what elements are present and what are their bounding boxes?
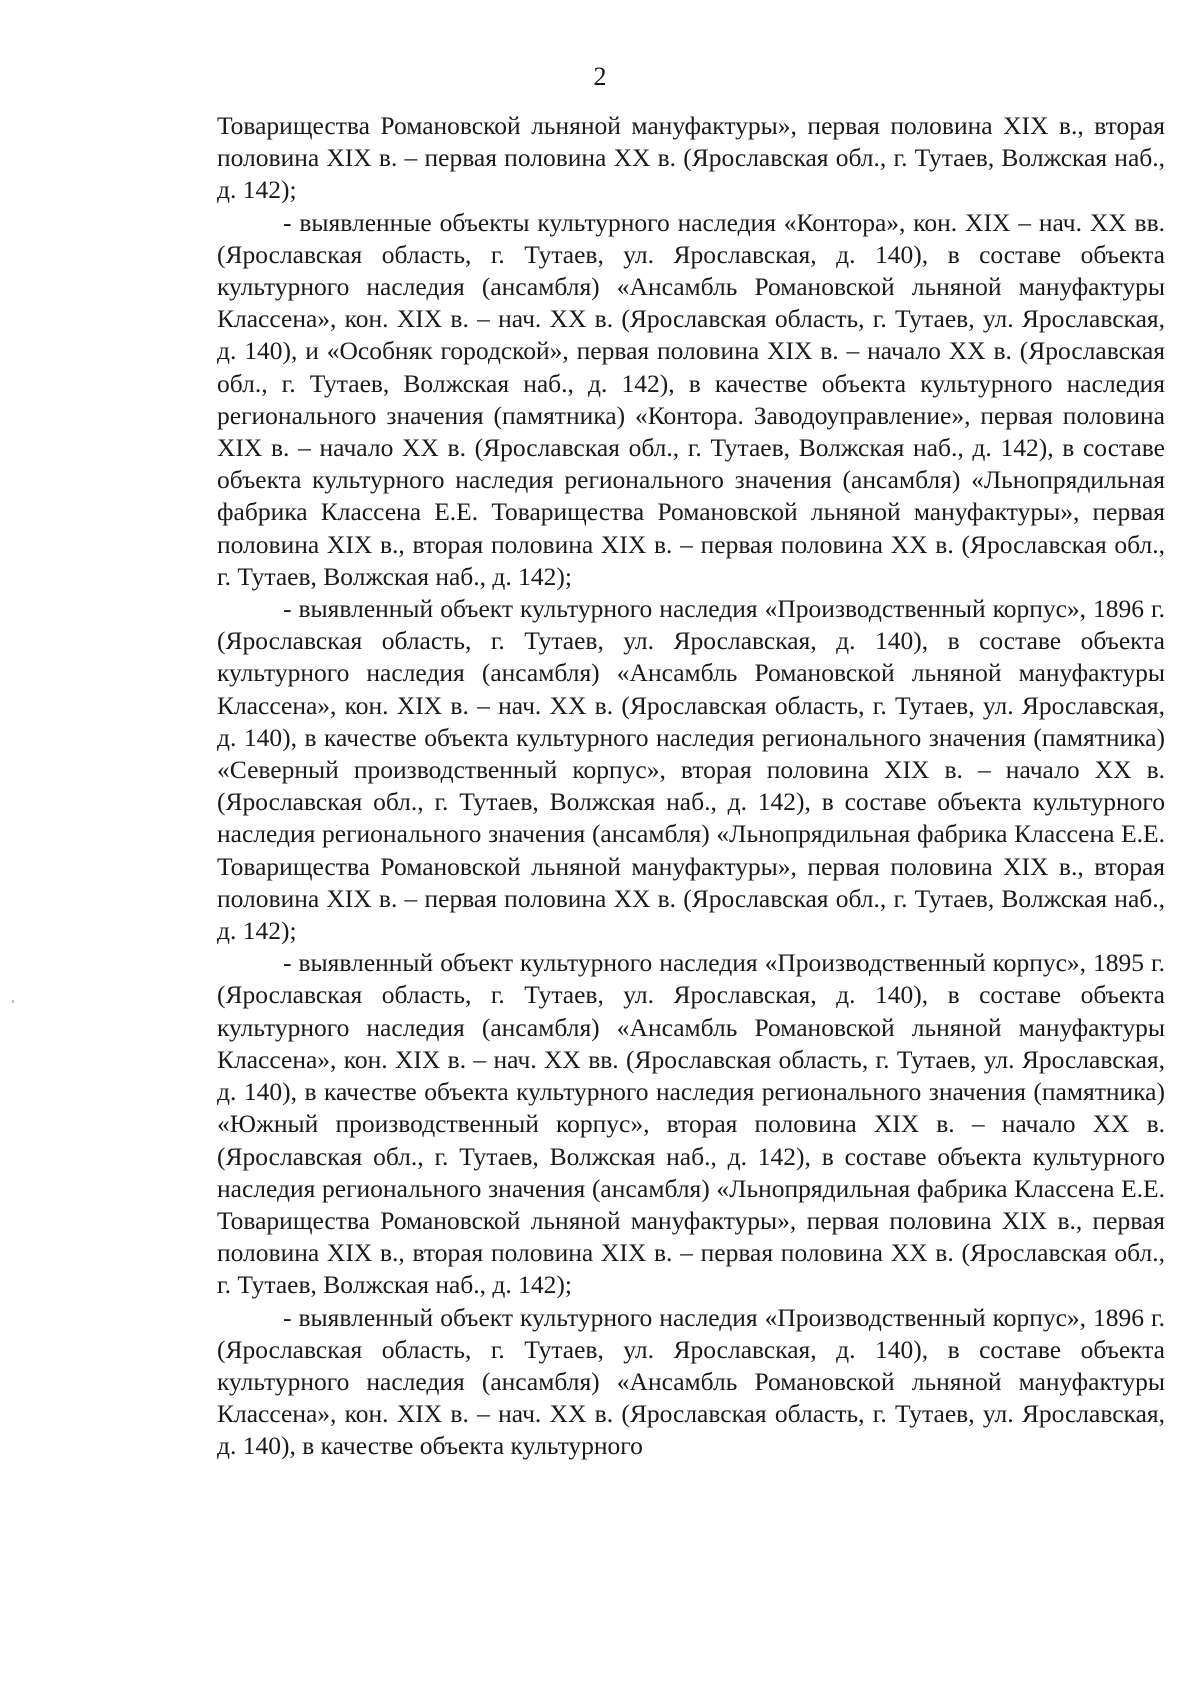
document-body bbox=[217, 110, 1165, 1463]
page-number: 2 bbox=[593, 62, 607, 91]
list-item-production-building-1895-south: - выявленный объект культурного наследия «Производственный корпус», 1895 г. (Ярославская область, г. Тутаев, ул. Ярославская, д. 140), в составе объекта культурного наследия (ансамбля) «Ансамбль Романовской льняной мануфактуры Классена», кон. XIX в. – нач. XX вв. (Ярославская область, г. Тутаев, ул. Ярославская, д. 140), в качестве объекта культурного наследия регионального значения (памятника) «Южный производственный корпус», вторая половина XIX в. – начало XX в. (Ярославская обл., г. Тутаев, Волжская наб., д. 142), в составе объекта культурного наследия регионального значения (ансамбля) «Льнопрядильная фабрика Классена Е.Е. Товарищества Романовской льняной мануфактуры», первая половина XIX в., первая половина XIX в., вторая половина XIX в. – первая половина XX в. (Ярославская обл., г. Тутаев, Волжская наб., д. 142); bbox=[217, 948, 1165, 1300]
list-item-kontora: - выявленные объекты культурного наследия «Контора», кон. XIX – нач. XX вв. (Ярославская область, г. Тутаев, ул. Ярославская, д. 140), в составе объекта культурного наследия (ансамбля) «Ансамбль Романовской льняной мануфактуры Классена», кон. XIX в. – нач. XX в. (Ярославская область, г. Тутаев, ул. Ярославская, д. 140), и «Особняк городской», первая половина XIX в. – начало XX в. (Ярославская обл., г. Тутаев, Волжская наб., д. 142), в качестве объекта культурного наследия регионального значения (памятника) «Контора. Заводоуправление», первая половина XIX в. – начало XX в. (Ярославская обл., г. Тутаев, Волжская наб., д. 142), в составе объекта культурного наследия регионального значения (ансамбля) «Льнопрядильная фабрика Классена Е.Е. Товарищества Романовской льняной мануфактуры», первая половина XIX в., вторая половина XIX в. – первая половина XX в. (Ярославская обл., г. Тутаев, Волжская наб., д. 142); bbox=[217, 207, 1165, 591]
list-item-production-building-1896-north: - выявленный объект культурного наследия «Производственный корпус», 1896 г. (Ярославская область, г. Тутаев, ул. Ярославская, д. 140), в составе объекта культурного наследия (ансамбля) «Ансамбль Романовской льняной мануфактуры Классена», кон. XIX в. – нач. XX в. (Ярославская область, г. Тутаев, ул. Ярославская, д. 140), в качестве объекта культурного наследия регионального значения (памятника) «Северный производственный корпус», вторая половина XIX в. – начало XX в. (Ярославская обл., г. Тутаев, Волжская наб., д. 142), в составе объекта культурного наследия регионального значения (ансамбля) «Льнопрядильная фабрика Классена Е.Е. Товарищества Романовской льняной мануфактуры», первая половина XIX в., вторая половина XIX в. – первая половина XX в. (Ярославская обл., г. Тутаев, Волжская наб., д. 142); bbox=[217, 594, 1165, 946]
list-item-production-building-1896-partial: - выявленный объект культурного наследия «Производственный корпус», 1896 г. (Ярославская область, г. Тутаев, ул. Ярославская, д. 140), в составе объекта культурного наследия (ансамбля) «Ансамбль Романовской льняной мануфактуры Классена», кон. XIX в. – нач. XX в. (Ярославская область, г. Тутаев, ул. Ярославская, д. 140), в качестве объекта культурного bbox=[217, 1302, 1165, 1461]
scan-artifact bbox=[12, 1000, 14, 1003]
paragraph-continuation: Товарищества Романовской льняной мануфактуры», первая половина XIX в., вторая половина XIX в. – первая половина XX в. (Ярославская обл., г. Тутаев, Волжская наб., д. 142); bbox=[217, 111, 1165, 205]
